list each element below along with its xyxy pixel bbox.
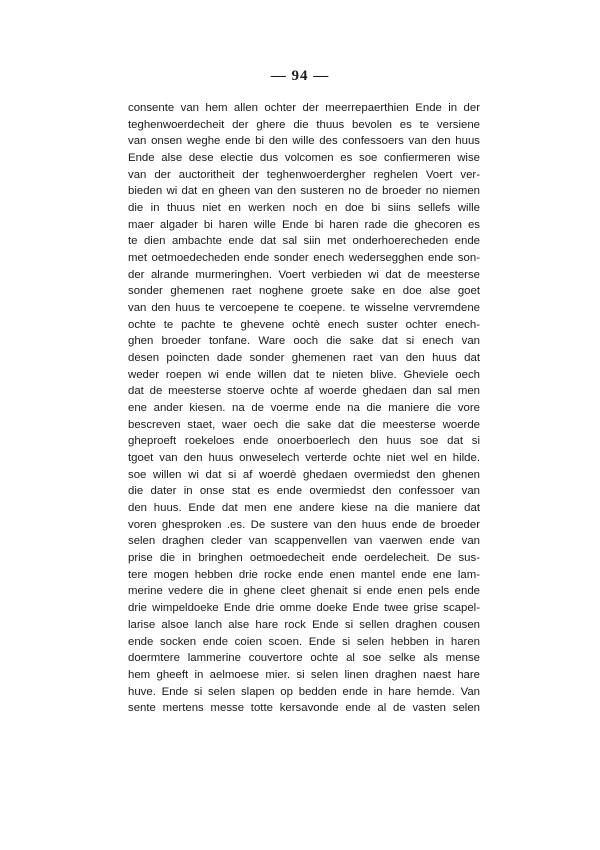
text-line: Ende alse dese electie dus volcomen es soe confiermeren wise bbox=[128, 152, 480, 165]
text-line: bieden wi dat en gheen van den susteren no de broeder no niemen bbox=[128, 185, 480, 198]
text-line: tgoet van den huus onweselech verterde ochte niet wel en hilde. bbox=[128, 452, 480, 465]
text-line: huve. Ende si selen slapen op bedden ende in hare hemde. Van bbox=[128, 685, 480, 698]
text-line: selen draghen cleder van scappenvellen van vaerwen ende van bbox=[128, 535, 480, 548]
text-line: ende socken ende coien scoen. Ende si selen hebben in haren bbox=[128, 635, 480, 648]
text-line: soe willen wi dat si af woerdè ghedaen overmiedst den ghenen bbox=[128, 468, 480, 481]
text-line: teghenwoerdecheit der ghere die thuus bevolen es te versiene bbox=[128, 118, 480, 131]
text-line: larise alsoe lanch alse hare rock Ende si sellen draghen cousen bbox=[128, 618, 480, 631]
text-line: bescreven staet, waer oech die sake dat die meesterse woerde bbox=[128, 418, 480, 431]
text-line: consente van hem allen ochter der meerrepaerthien Ende in der bbox=[128, 102, 480, 114]
text-line: drie wimpeldoeke Ende drie omme doeke Ende twee grise scapel- bbox=[128, 602, 480, 615]
text-line: ghen broeder tonfane. Ware ooch die sake dat si enech van bbox=[128, 335, 480, 348]
text-line: desen poincten dade sonder ghemenen raet van den huus dat bbox=[128, 352, 480, 365]
page-number: — 94 — bbox=[270, 68, 330, 84]
text-line: prise die in bringhen oetmoedecheit ende oerdelecheit. De sus- bbox=[128, 552, 480, 565]
text-line: maer algader bi haren wille Ende bi haren rade die ghecoren es bbox=[128, 218, 480, 231]
text-line: ene ander kiesen. na de voerme ende na die maniere die vore bbox=[128, 402, 480, 415]
text-line: doermtere lammerine couvertore ochte al soe selke als mense bbox=[128, 652, 480, 665]
text-line: den huus. Ende dat men ene andere kiese na die maniere dat bbox=[128, 502, 480, 515]
text-line: dat de meesterse stoerve ochte af woerde ghedaen dan sal men bbox=[128, 385, 480, 398]
text-line: te dien ambachte ende dat sal siin met onderhoerecheden ende bbox=[128, 235, 480, 248]
text-line: van den huus te vercoepene te coepene. te wisselne vervremdene bbox=[128, 302, 480, 315]
text-line: ochte te pachte te ghevene ochtè enech suster ochter enech- bbox=[128, 318, 480, 331]
text-line: die in thuus niet en werken noch en doe bi siins sellefs wille bbox=[128, 202, 480, 215]
text-line: met oetmoedecheden ende sonder enech wedersegghen ende son- bbox=[128, 252, 480, 265]
text-line: sente mertens messe totte kersavonde ende al de vasten selen bbox=[128, 702, 480, 715]
text-line: voren ghesproken .es. De sustere van den huus ende de broeder bbox=[128, 518, 480, 531]
text-line: tere mogen hebben drie rocke ende enen mantel ende ene lam- bbox=[128, 568, 480, 581]
text-line: der alrande murmeringhen. Voert verbieden wi dat de meesterse bbox=[128, 268, 480, 281]
text-line: sonder ghemenen raet noghene groete sake en doe alse goet bbox=[128, 285, 480, 298]
text-line: van onsen weghe ende bi den wille des confessoers van den huus bbox=[128, 135, 480, 148]
text-line: weder roepen wi ende willen dat te nieten blive. Gheviele oech bbox=[128, 368, 480, 381]
text-line: hem gheeft in aelmoese mier. si selen linen draghen naest hare bbox=[128, 668, 480, 681]
text-line: merine vedere die in ghene cleet ghenait si ende enen pels ende bbox=[128, 585, 480, 598]
text-line: van der auctoritheit der teghenwoerdergher reghelen Voert ver- bbox=[128, 168, 480, 181]
text-line: gheproeft roekeloes ende onoerboerlech den huus soe dat si bbox=[128, 435, 480, 448]
text-line: die dater in onse stat es ende overmiedst den confessoer van bbox=[128, 485, 480, 498]
body-text bbox=[128, 100, 480, 717]
